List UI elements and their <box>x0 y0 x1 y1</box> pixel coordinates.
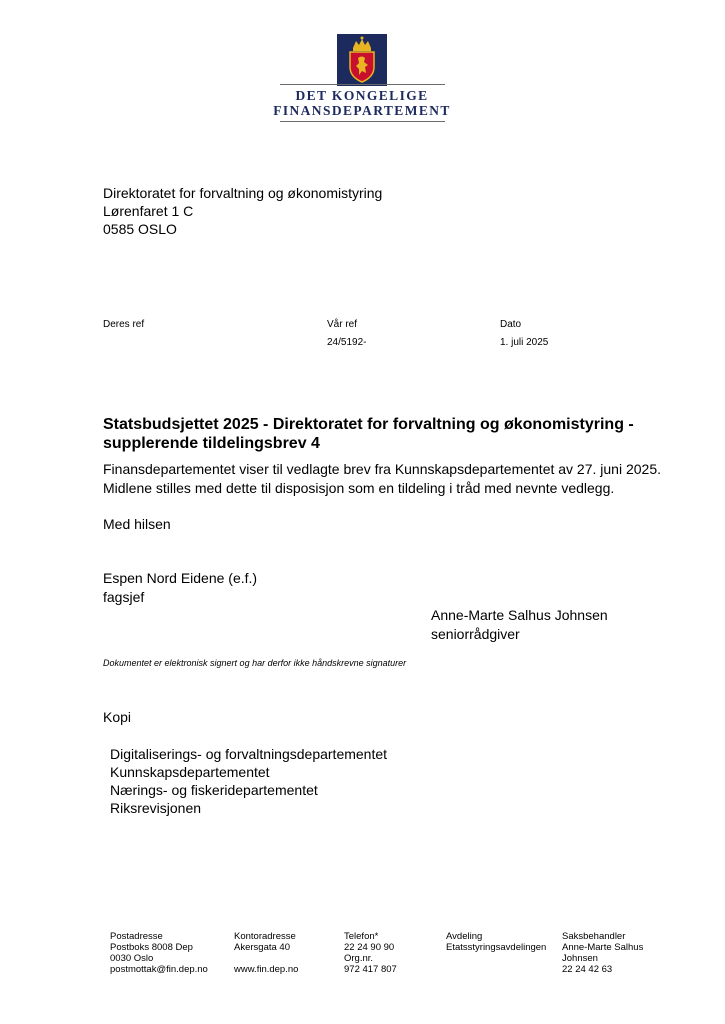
second-signatory-title: seniorrådgiver <box>431 626 520 642</box>
copy-list-item: Nærings- og fiskeridepartementet <box>110 782 318 798</box>
footer-saksbehandler <box>562 931 643 975</box>
letterhead-rule-top <box>280 84 445 85</box>
footer-email: postmottak@fin.dep.no <box>110 964 208 975</box>
letter-title-line2: supplerende tildelingsbrev 4 <box>103 435 320 452</box>
date-value: 1. juli 2025 <box>500 337 549 348</box>
footer-postal: 0030 Oslo <box>110 953 154 964</box>
footer-postbox: Postboks 8008 Dep <box>110 942 193 953</box>
coat-of-arms-emblem <box>337 34 387 86</box>
letter-body-line2: Midlene stilles med dette til disposisjon som en tildeling i tråd med nevnte vedlegg. <box>103 480 615 496</box>
footer-case-officer-line2: Johnsen <box>562 953 598 964</box>
recipient-street: Lørenfaret 1 C <box>103 203 194 219</box>
footer-website: www.fin.dep.no <box>234 964 299 975</box>
letter-title <box>103 415 643 453</box>
footer-case-officer-phone: 22 24 42 63 <box>562 964 613 975</box>
first-signatory <box>103 569 257 607</box>
greeting: Med hilsen <box>103 516 171 532</box>
deres-ref-label: Deres ref <box>103 319 145 330</box>
letter-title-line1: Statsbudsjettet 2025 - Direktoratet for forvaltning og økonomistyring - <box>103 416 634 433</box>
footer-phone: 22 24 90 90 <box>344 942 395 953</box>
letterhead-line1: DET KONGELIGE <box>295 88 429 103</box>
footer-kontoradresse-label: Kontoradresse <box>234 931 296 942</box>
footer-empty-line <box>234 953 298 964</box>
letter-body-line1: Finansdepartementet viser til vedlagte brev fra Kunnskapsdepartementet av 27. juni 2025. <box>103 461 661 477</box>
recipient-address <box>103 184 382 238</box>
copy-list-item: Digitaliserings- og forvaltningsdepartementet <box>110 746 388 762</box>
copy-list-item: Riksrevisjonen <box>110 800 202 816</box>
footer-postadresse <box>110 931 208 975</box>
footer-kontoradresse <box>234 931 298 975</box>
footer-orgnr: 972 417 807 <box>344 964 397 975</box>
footer-telefon-label: Telefon* <box>344 931 379 942</box>
recipient-postal: 0585 OSLO <box>103 221 177 237</box>
letterhead-rule-bottom <box>280 121 445 122</box>
second-signatory-name: Anne-Marte Salhus Johnsen <box>431 607 608 623</box>
footer-case-officer-line1: Anne-Marte Salhus <box>562 942 644 953</box>
footer-saksbehandler-label: Saksbehandler <box>562 931 626 942</box>
copy-list <box>110 745 387 817</box>
letterhead-line2: FINANSDEPARTEMENT <box>273 103 451 118</box>
footer-orgnr-label: Org.nr. <box>344 953 374 964</box>
footer-department: Etatsstyringsavdelingen <box>446 942 547 953</box>
electronic-signature-note: Dokumentet er elektronisk signert og har derfor ikke håndskrevne signaturer <box>103 658 407 668</box>
recipient-name: Direktoratet for forvaltning og økonomistyring <box>103 185 383 201</box>
var-ref-label: Vår ref <box>327 319 358 330</box>
copy-list-item: Kunnskapsdepartementet <box>110 764 270 780</box>
letter-body <box>103 460 661 498</box>
footer-postadresse-label: Postadresse <box>110 931 163 942</box>
first-signatory-title: fagsjef <box>103 589 145 605</box>
footer-avdeling <box>446 931 546 953</box>
footer-avdeling-label: Avdeling <box>446 931 483 942</box>
date-label: Dato <box>500 319 522 330</box>
footer-telefon <box>344 931 397 975</box>
var-ref-value: 24/5192- <box>327 337 367 348</box>
first-signatory-name: Espen Nord Eidene (e.f.) <box>103 570 258 586</box>
footer-street: Akersgata 40 <box>234 942 290 953</box>
crowned-lion-shield-icon <box>337 34 387 86</box>
copy-label: Kopi <box>103 709 132 725</box>
second-signatory <box>431 606 608 644</box>
